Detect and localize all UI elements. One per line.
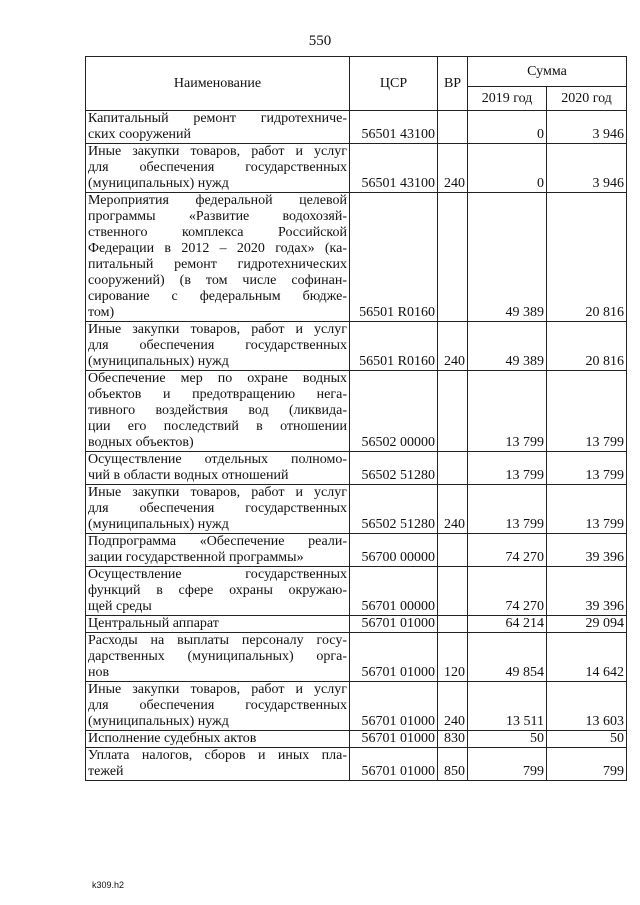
table-row [86, 633, 627, 682]
row-csr-cell: 56501 R0160 [350, 322, 438, 371]
row-name-cell [86, 371, 350, 452]
row-name-cell [86, 452, 350, 485]
row-name-line: программы «Развитие водохозяй- [88, 209, 347, 224]
row-name-line: Иные закупки товаров, работ и услуг [88, 682, 347, 697]
row-name-line: Капитальный ремонт гидротехниче- [88, 111, 347, 126]
row-csr-cell: 56502 51280 [350, 485, 438, 534]
header-csr: ЦСР [350, 57, 438, 111]
header-year-2020: 2020 год [547, 87, 627, 111]
row-name-line: щей среды [88, 599, 152, 614]
row-name-line: Центральный аппарат [88, 616, 219, 631]
row-csr-cell: 56502 00000 [350, 371, 438, 452]
row-name-line: Иные закупки товаров, работ и услуг [88, 485, 347, 500]
row-name-line: Исполнение судебных актов [88, 731, 257, 746]
row-name-line: тивного воздействия вод (ликвида- [88, 403, 347, 418]
row-2020-cell: 39 396 [547, 567, 627, 616]
table-row [86, 682, 627, 731]
table-row [86, 322, 627, 371]
row-2020-cell: 50 [547, 731, 627, 748]
row-2020-cell: 13 799 [547, 371, 627, 452]
row-2020-cell: 3 946 [547, 144, 627, 193]
row-name-line: Осуществление отдельных полномо- [88, 452, 347, 467]
row-name-cell [86, 111, 350, 144]
row-2020-cell: 20 816 [547, 322, 627, 371]
footer-code: k309.h2 [92, 880, 125, 890]
row-vr-cell: 120 [438, 633, 468, 682]
row-2019-cell: 64 214 [468, 616, 547, 633]
row-name-line: Подпрограмма «Обеспечение реали- [88, 534, 347, 549]
row-name-cell [86, 193, 350, 322]
row-csr-cell: 56701 01000 [350, 748, 438, 781]
row-name-cell [86, 567, 350, 616]
row-2020-cell: 13 799 [547, 452, 627, 485]
row-name-cell [86, 534, 350, 567]
row-name-line: ских сооружений [88, 127, 192, 142]
row-2019-cell: 0 [468, 111, 547, 144]
row-vr-cell [438, 111, 468, 144]
row-name-line: Федерации в 2012 – 2020 годах» (ка- [88, 241, 347, 256]
row-2020-cell: 29 094 [547, 616, 627, 633]
row-name-cell [86, 616, 350, 633]
row-name-line: нов [88, 665, 110, 680]
table-row [86, 452, 627, 485]
row-name-cell [86, 322, 350, 371]
table-row [86, 111, 627, 144]
row-name-line: для обеспечения государственных [88, 501, 347, 516]
row-2020-cell: 13 603 [547, 682, 627, 731]
table-body [86, 111, 627, 781]
row-csr-cell: 56501 43100 [350, 144, 438, 193]
row-csr-cell: 56502 51280 [350, 452, 438, 485]
table-row [86, 485, 627, 534]
row-name-line: для обеспечения государственных [88, 160, 347, 175]
row-name-line: ции его последствий в отношении [88, 419, 347, 434]
row-csr-cell: 56700 00000 [350, 534, 438, 567]
row-2020-cell: 20 816 [547, 193, 627, 322]
row-name-line: Мероприятия федеральной целевой [88, 193, 347, 208]
row-name-line: зации государственной программы» [88, 550, 304, 565]
row-name-line: тежей [88, 764, 124, 779]
row-vr-cell [438, 193, 468, 322]
header-year-2019: 2019 год [468, 87, 547, 111]
row-name-line: (муниципальных) нужд [88, 176, 229, 191]
header-sum: Сумма [468, 57, 627, 87]
row-2019-cell: 799 [468, 748, 547, 781]
row-name-line: Расходы на выплаты персоналу госу- [88, 633, 347, 648]
row-name-line: (муниципальных) нужд [88, 714, 229, 729]
row-name-line: для обеспечения государственных [88, 698, 347, 713]
row-csr-cell: 56701 01000 [350, 682, 438, 731]
table-row [86, 144, 627, 193]
row-2019-cell: 74 270 [468, 534, 547, 567]
row-name-line: ственного комплекса Российской [88, 225, 347, 240]
row-vr-cell: 240 [438, 682, 468, 731]
row-name-line: Иные закупки товаров, работ и услуг [88, 322, 347, 337]
row-2020-cell: 799 [547, 748, 627, 781]
row-name-line: дарственных (муниципальных) орга- [88, 649, 347, 664]
row-2019-cell: 13 799 [468, 485, 547, 534]
row-csr-cell: 56701 00000 [350, 567, 438, 616]
table-row [86, 193, 627, 322]
row-name-line: том) [88, 305, 115, 320]
row-name-line: Уплата налогов, сборов и иных пла- [88, 748, 347, 763]
row-csr-cell: 56701 01000 [350, 616, 438, 633]
row-2020-cell: 3 946 [547, 111, 627, 144]
row-2019-cell: 50 [468, 731, 547, 748]
row-vr-cell: 850 [438, 748, 468, 781]
row-name-line: питальный ремонт гидротехнических [88, 257, 347, 272]
row-name-line: (муниципальных) нужд [88, 354, 229, 369]
table-row [86, 371, 627, 452]
row-2020-cell: 14 642 [547, 633, 627, 682]
table-row [86, 748, 627, 781]
page-number: 550 [308, 33, 332, 49]
row-csr-cell: 56501 43100 [350, 111, 438, 144]
row-vr-cell: 830 [438, 731, 468, 748]
row-name-line: Осуществление государственных [88, 567, 347, 582]
row-name-cell [86, 485, 350, 534]
row-vr-cell [438, 616, 468, 633]
row-csr-cell: 56701 01000 [350, 633, 438, 682]
row-name-line: Иные закупки товаров, работ и услуг [88, 144, 347, 159]
row-name-line: водных объектов) [88, 435, 194, 450]
row-name-line: Обеспечение мер по охране водных [88, 371, 347, 386]
table-row [86, 731, 627, 748]
row-name-cell [86, 748, 350, 781]
row-csr-cell: 56701 01000 [350, 731, 438, 748]
table-row [86, 534, 627, 567]
row-2019-cell: 49 389 [468, 322, 547, 371]
row-vr-cell: 240 [438, 322, 468, 371]
table-row [86, 567, 627, 616]
row-name-line: сооружений) (в том числе софинан- [88, 273, 347, 288]
row-vr-cell: 240 [438, 144, 468, 193]
row-2019-cell: 13 799 [468, 452, 547, 485]
row-2019-cell: 0 [468, 144, 547, 193]
row-2019-cell: 13 799 [468, 371, 547, 452]
row-name-cell [86, 731, 350, 748]
row-name-cell [86, 144, 350, 193]
row-name-line: (муниципальных) нужд [88, 517, 229, 532]
row-2020-cell: 13 799 [547, 485, 627, 534]
row-vr-cell: 240 [438, 485, 468, 534]
budget-table [85, 56, 627, 781]
row-csr-cell: 56501 R0160 [350, 193, 438, 322]
row-vr-cell [438, 452, 468, 485]
row-2019-cell: 74 270 [468, 567, 547, 616]
header-name: Наименование [86, 57, 350, 111]
header-vr: ВР [438, 57, 468, 111]
row-vr-cell [438, 567, 468, 616]
row-vr-cell [438, 371, 468, 452]
row-vr-cell [438, 534, 468, 567]
row-2019-cell: 49 854 [468, 633, 547, 682]
row-2019-cell: 49 389 [468, 193, 547, 322]
row-name-line: для обеспечения государственных [88, 338, 347, 353]
row-name-line: объектов и предотвращению нега- [88, 387, 347, 402]
row-2019-cell: 13 511 [468, 682, 547, 731]
row-name-line: функций в сфере охраны окружаю- [88, 583, 347, 598]
row-name-cell [86, 682, 350, 731]
row-name-cell [86, 633, 350, 682]
row-name-line: чий в области водных отношений [88, 468, 289, 483]
row-name-line: сирование с федеральным бюдже- [88, 289, 347, 304]
row-2020-cell: 39 396 [547, 534, 627, 567]
table-row [86, 616, 627, 633]
